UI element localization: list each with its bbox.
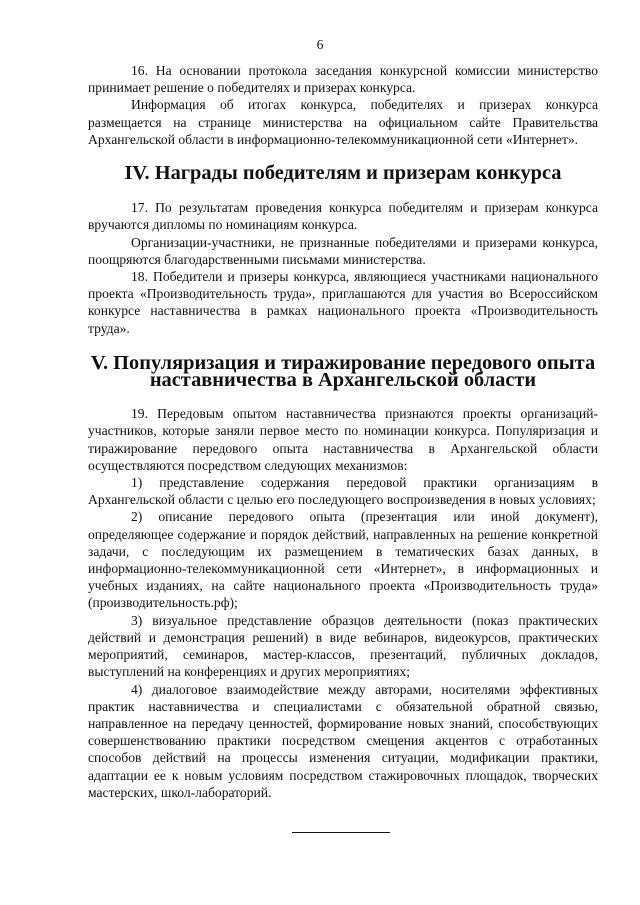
end-of-text-rule (292, 832, 390, 833)
paragraph-18: 18. Победители и призеры конкурса, являющиеся участниками национального проекта «Производительность труда», приглашаются для участия во Всероссийском конкурсе наставничества в рамках национального проекта «Производительность труда». (88, 269, 598, 336)
paragraph-participants-letters: Организации-участники, не признанные победителями и призерами конкурса, поощряются благодарственными письмами министерства. (88, 234, 598, 267)
section-5-heading-line-2: наставничества в Архангельской области (149, 369, 537, 392)
document-body (88, 62, 598, 801)
section-4-heading: IV. Награды победителям и призерам конкурса (124, 162, 562, 185)
list-item-3: 3) визуальное представление образцов деятельности (показ практических действий и демонстрация решений) в виде вебинаров, видеокурсов, практических мероприятий, семинаров, мастер-классов, презентаций, публичных докладов, выступлений на конференциях и других мероприятиях; (88, 612, 598, 680)
paragraph-19: 19. Передовым опытом наставничества признаются проекты организаций-участников, которые заняли первое место по номинации конкурса. Популяризация и тиражирование передового опыта наставничества в Архангельской области осуществляются посредством следующих механизмов: (88, 406, 598, 473)
paragraph-results-info: Информация об итогах конкурса, победителях и призерах конкурса размещается на странице министерства на официальном сайте Правительства Архангельской области в информационно-телекоммуникационной сети «Интернет». (88, 97, 598, 147)
list-item-2: 2) описание передового опыта (презентация или иной документ), определяющее содержание и порядок действий, направленных на решение конкретной задачи, с последующим их размещением в тематических базах данных, в информационно-телекоммуникационной сети «Интернет», в информационных и учебных изданиях, на сайте национального проекта «Производительность труда» (производительность.рф); (88, 509, 598, 611)
section-5-heading (88, 351, 598, 392)
section-5-heading-line-1: V. Популяризация и тиражирование передового опыта (90, 351, 596, 374)
list-item-4: 4) диалоговое взаимодействие между авторами, носителями эффективных практик наставничества и специалистами с обязательной обратной связью, направленное на передачу ценностей, формирование новых знаний, способствующих совершенствованию практики посредством смещения акцентов с отработанных способов действий на процессы изменения ситуации, модификации практики, адаптации ее к новым условиям посредством стажировочных площадок, творческих мастерских, школ-лабораторий. (88, 681, 598, 800)
page-number: 6 (316, 37, 324, 52)
paragraph-16: 16. На основании протокола заседания конкурсной комиссии министерство принимает решение о победителях и призерах конкурса. (88, 63, 598, 96)
list-item-1: 1) представление содержания передовой практики организациям в Архангельской области с целью его последующего воспроизведения в новых условиях; (88, 475, 598, 508)
paragraph-17: 17. По результатам проведения конкурса победителям и призерам конкурса вручаются дипломы по номинациям конкурса. (88, 200, 598, 233)
